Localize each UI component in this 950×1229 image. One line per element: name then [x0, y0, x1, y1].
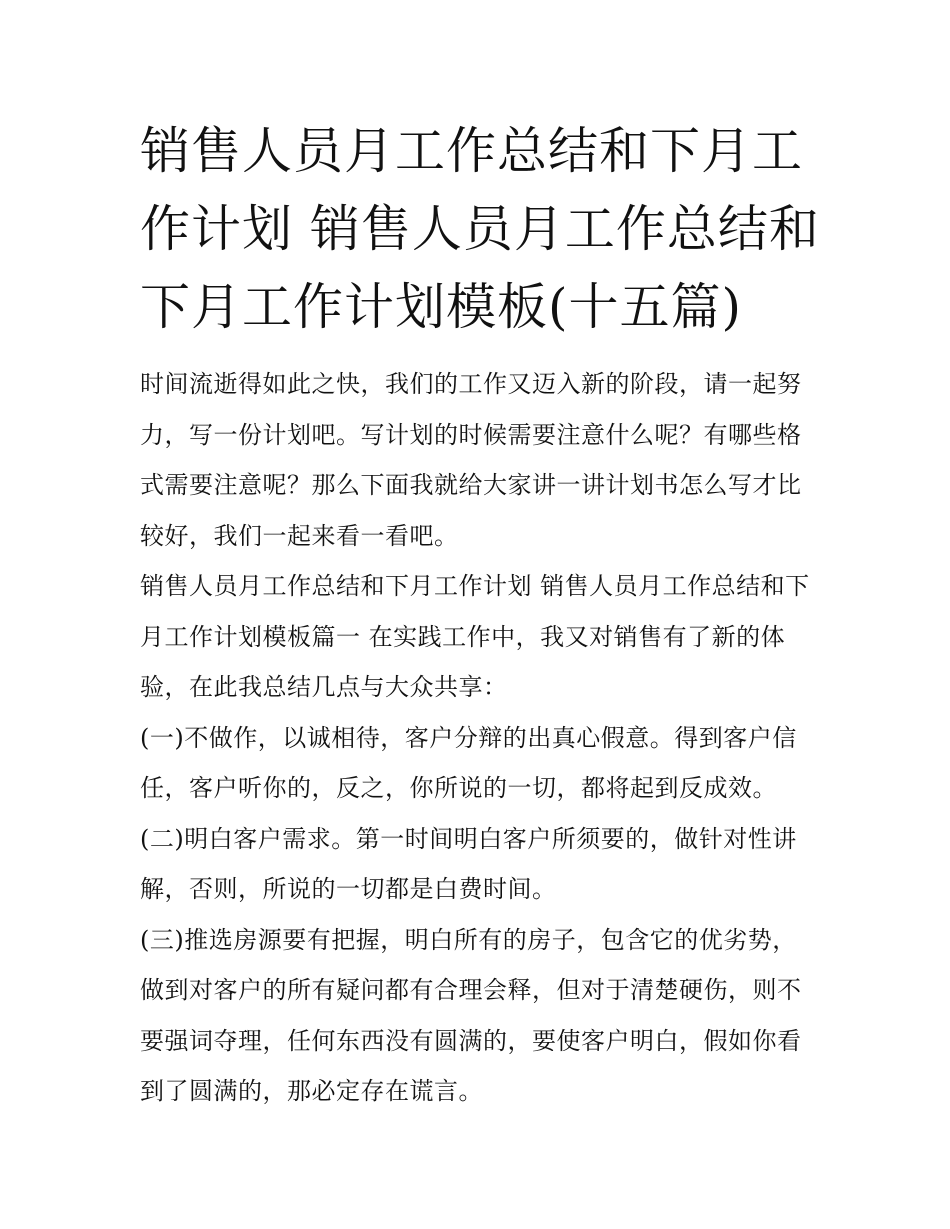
paragraph-point-one: (一)不做作，以诚相待，客户分辩的出真心假意。得到客户信任，客户听你的，反之，你所说的一切，都将起到反成效。 [140, 723, 797, 802]
paragraph-point-two: (二)明白客户需求。第一时间明白客户所须要的，做针对性讲解，否则，所说的一切都是白费时间。 [140, 824, 797, 903]
paragraph-point-three: (三)推选房源要有把握，明白所有的房子，包含它的优劣势，做到对客户的所有疑问都有合理会释，但对于清楚硬伤，则不要强词夺理，任何东西没有圆满的，要使客户明白，假如你看到了圆满的，那必定存在谎言。 [140, 925, 802, 1105]
document-page [140, 112, 820, 1117]
document-title: 销售人员月工作总结和下月工作计划 销售人员月工作总结和下月工作计划模板(十五篇) [140, 122, 820, 336]
paragraph-intro: 时间流逝得如此之快，我们的工作又迈入新的阶段，请一起努力，写一份计划吧。写计划的时候需要注意什么呢？有哪些格式需要注意呢？那么下面我就给大家讲一讲计划书怎么写才比较好，我们一起来看一看吧。 [140, 370, 802, 550]
document-body [140, 359, 820, 1117]
paragraph-section-one: 销售人员月工作总结和下月工作计划 销售人员月工作总结和下月工作计划模板篇一 在实践工作中，我又对销售有了新的体验，在此我总结几点与大众共享： [140, 572, 810, 701]
